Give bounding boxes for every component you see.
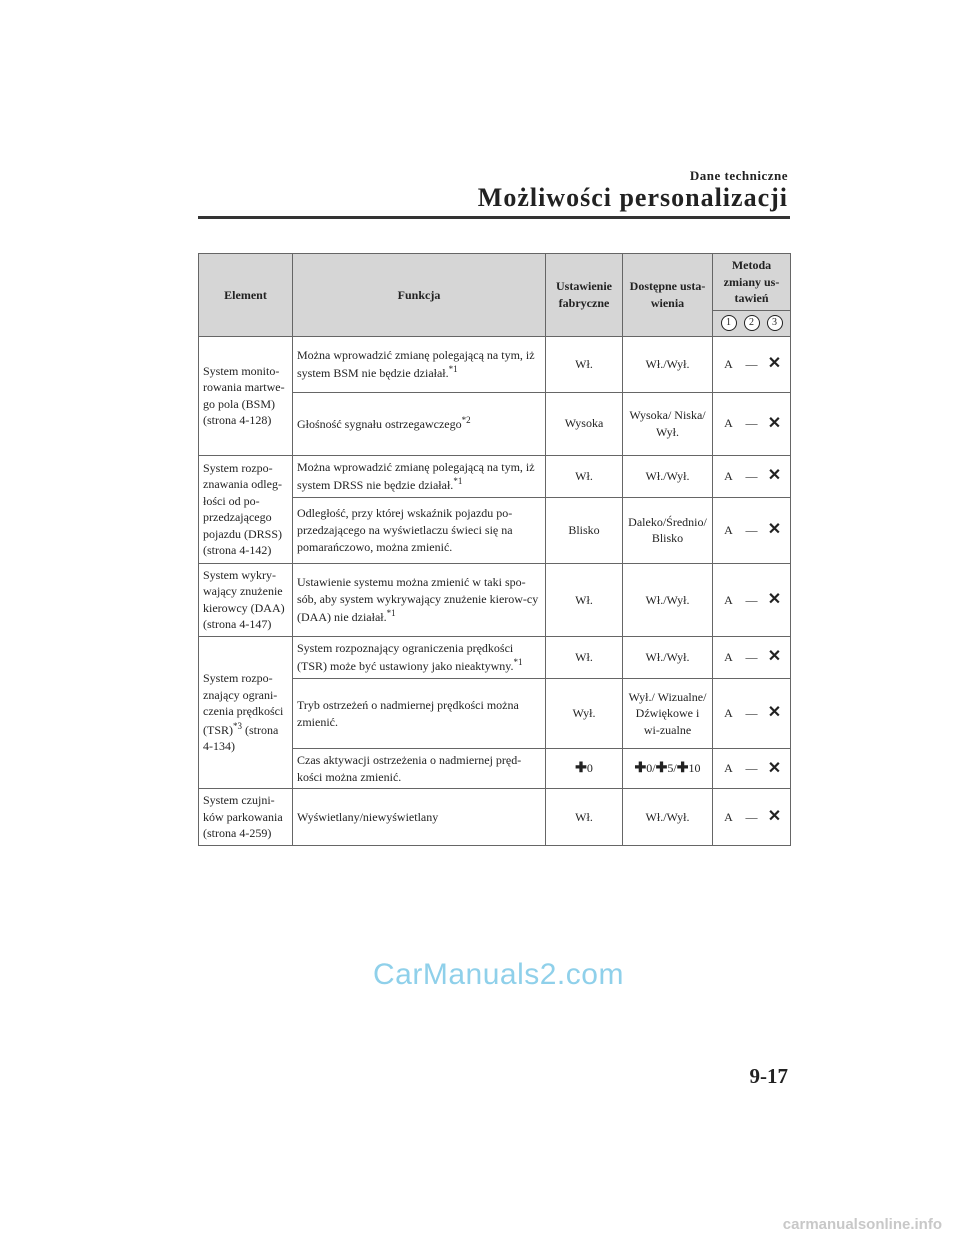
element-daa: System wykry-wający znużenie kierowcy (DAA) (strona 4-147) (199, 563, 293, 636)
method-2-icon: 2 (744, 315, 760, 331)
funkcja-cell: Głośność sygnału ostrzegawczego$^{*2}$ (293, 392, 546, 455)
metoda-cell: A — ✕ (713, 636, 791, 678)
watermark-link[interactable]: CarManuals2.com (373, 958, 624, 991)
page-number: 9-17 (749, 1064, 788, 1088)
title-rule (198, 216, 790, 219)
dostepne-cell: Wł./Wył. (623, 455, 713, 497)
header-element: Element (199, 254, 293, 337)
ustawienie-cell: ✚0 (546, 749, 623, 789)
metoda-cell: A — ✕ (713, 749, 791, 789)
table-row (199, 336, 791, 392)
dostepne-cell: Wł./Wył. (623, 563, 713, 636)
header-funkcja: Funkcja (293, 254, 546, 337)
chapter-title: Możliwości personalizacji (477, 183, 788, 212)
method-3-icon: 3 (767, 315, 783, 331)
cross-icon: ✕ (767, 355, 782, 373)
ustawienie-cell: Blisko (546, 497, 623, 563)
plus-icon: ✚ (634, 760, 647, 776)
table-row (199, 789, 791, 846)
header-dostepne: Dostępne usta-wienia (623, 254, 713, 337)
funkcja-cell: Czas aktywacji ostrzeżenia o nadmiernej pręd-kości można zmienić. (293, 749, 546, 789)
header-ustawienie: Ustawienie fabryczne (546, 254, 623, 337)
metoda-cell: A — ✕ (713, 392, 791, 455)
cross-icon: ✕ (767, 414, 782, 432)
cross-icon: ✕ (767, 807, 782, 825)
cross-icon: ✕ (767, 759, 782, 777)
funkcja-cell: Można wprowadzić zmianę polegającą na tym, iż system DRSS nie będzie działał.$^{*1}$ (293, 455, 546, 497)
plus-icon: ✚ (575, 760, 587, 776)
metoda-cell: A — ✕ (713, 789, 791, 846)
ustawienie-cell: Wł. (546, 563, 623, 636)
dostepne-cell: ✚0/✚5/✚10 (623, 749, 713, 789)
element-drss: System rozpo-znawania odleg-łości od po-przedzającego pojazdu (DRSS) (strona 4-142) (199, 455, 293, 563)
table-row (199, 636, 791, 678)
cross-icon: ✕ (767, 521, 782, 539)
ustawienie-cell: Wł. (546, 336, 623, 392)
element-parking: System czujni-ków parkowania (strona 4-259) (199, 789, 293, 846)
personalization-table (198, 253, 791, 846)
funkcja-cell: Odległość, przy której wskaźnik pojazdu po-przedzającego na wyświetlaczu świeci się na pomarańczowo, można zmienić. (293, 497, 546, 563)
dostepne-cell: Wysoka/ Niska/ Wył. (623, 392, 713, 455)
dostepne-cell: Wł./Wył. (623, 789, 713, 846)
funkcja-cell: Tryb ostrzeżeń o nadmiernej prędkości można zmienić. (293, 679, 546, 749)
funkcja-cell: System rozpoznający ograniczenia prędkości (TSR) może być ustawiony jako nieaktywny.$^{*1}$ (293, 636, 546, 678)
plus-icon: ✚ (655, 760, 668, 776)
section-label: Dane techniczne (689, 168, 788, 183)
funkcja-cell: Wyświetlany/niewyświetlany (293, 789, 546, 846)
ustawienie-cell: Wł. (546, 455, 623, 497)
dostepne-cell: Wł./Wył. (623, 636, 713, 678)
header-metoda: Metoda zmiany us-tawień (713, 254, 791, 311)
metoda-cell: A — ✕ (713, 455, 791, 497)
method-1-icon: 1 (721, 315, 737, 331)
plus-icon: ✚ (676, 760, 689, 776)
dostepne-cell: Daleko/Średnio/ Blisko (623, 497, 713, 563)
header-method-numbers (713, 310, 791, 336)
ustawienie-cell: Wł. (546, 636, 623, 678)
element-bsm: System monito-rowania martwe-go pola (BSM) (strona 4-128) (199, 336, 293, 455)
ustawienie-cell: Wysoka (546, 392, 623, 455)
cross-icon: ✕ (767, 467, 782, 485)
ustawienie-cell: Wł. (546, 789, 623, 846)
metoda-cell: A — ✕ (713, 563, 791, 636)
funkcja-cell: Ustawienie systemu można zmienić w taki spo-sób, aby system wykrywający znużenie kierow-cy (DAA) nie działał.$^{*1}$ (293, 563, 546, 636)
table-row (199, 563, 791, 636)
table-row (199, 455, 791, 497)
dostepne-cell: Wł./Wył. (623, 336, 713, 392)
funkcja-cell: Można wprowadzić zmianę polegającą na tym, iż system BSM nie będzie działał.$^{*1}$ (293, 336, 546, 392)
ustawienie-cell: Wył. (546, 679, 623, 749)
cross-icon: ✕ (767, 590, 782, 608)
dostepne-cell: Wył./ Wizualne/ Dźwiękowe i wi-zualne (623, 679, 713, 749)
metoda-cell: A — ✕ (713, 336, 791, 392)
bottom-watermark: carmanualsonline.info (782, 1216, 942, 1233)
element-tsr: System rozpo-znający ograni-czenia prędkości (TSR)$^{*3}$ (strona 4-134) (199, 636, 293, 788)
metoda-cell: A — ✕ (713, 679, 791, 749)
metoda-cell: A — ✕ (713, 497, 791, 563)
cross-icon: ✕ (767, 648, 782, 666)
cross-icon: ✕ (767, 704, 782, 722)
